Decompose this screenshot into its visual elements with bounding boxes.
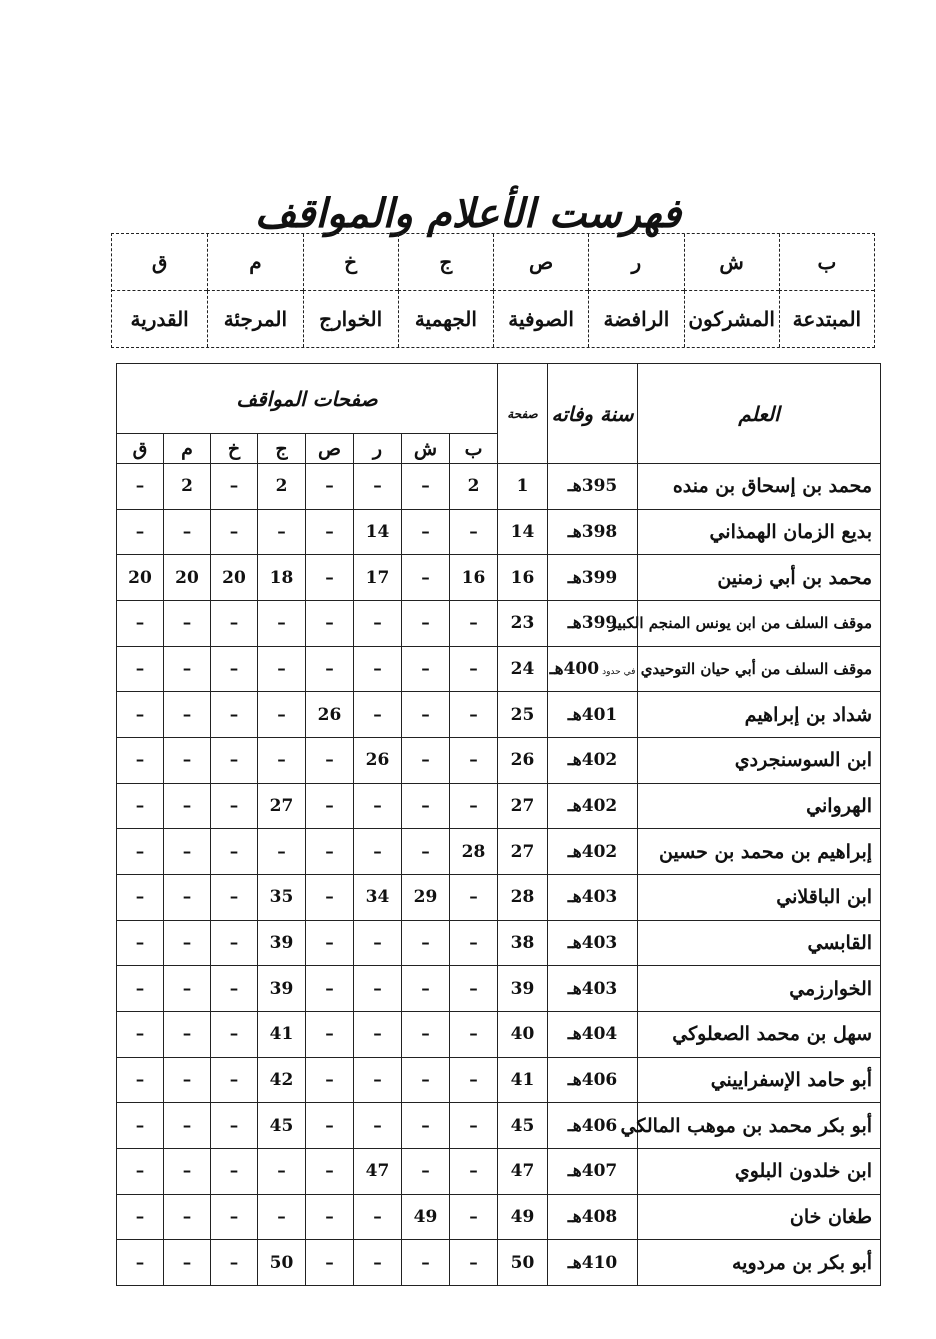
row-name: محمد بن أبي زمنين [638, 555, 881, 601]
row-position-page: – [306, 874, 354, 920]
row-position-page: – [164, 1057, 211, 1103]
row-position-page: – [402, 1011, 450, 1057]
row-year-approx: في حدود [602, 666, 636, 677]
row-name: الهرواني [638, 783, 881, 829]
row-name: موقف السلف من أبي حيان التوحيدي [638, 646, 881, 692]
row-position-page: – [211, 829, 258, 875]
row-position-page: – [450, 920, 498, 966]
row-page: 26 [498, 737, 548, 783]
page-title: فهرست الأعلام والمواقف [254, 190, 682, 237]
row-position-page: – [306, 464, 354, 510]
row-position-page: – [306, 1103, 354, 1149]
row-position-page: – [117, 783, 164, 829]
row-death-year [548, 1240, 638, 1286]
table-row [117, 1194, 881, 1240]
table-row [117, 646, 881, 692]
row-position-page: – [306, 1240, 354, 1286]
row-position-page: – [258, 509, 306, 555]
row-name: بديع الزمان الهمذاني [638, 509, 881, 555]
row-position-page: – [258, 1148, 306, 1194]
row-position-page: – [164, 600, 211, 646]
row-death-year [548, 646, 638, 692]
row-position-page: – [117, 1148, 164, 1194]
row-page: 38 [498, 920, 548, 966]
row-position-page: – [117, 1011, 164, 1057]
row-name: ابن السوسنجردي [638, 737, 881, 783]
row-position-page: – [402, 1057, 450, 1103]
row-position-page: – [450, 1148, 498, 1194]
row-death-year [548, 874, 638, 920]
table-row [117, 966, 881, 1012]
row-page: 39 [498, 966, 548, 1012]
row-year-value: 398هـ [567, 521, 618, 542]
legend-label: الخوارج [303, 291, 398, 348]
row-position-page: – [117, 1103, 164, 1149]
row-position-page: – [450, 1103, 498, 1149]
row-position-page: – [306, 829, 354, 875]
row-name: أبو حامد الإسفراييني [638, 1057, 881, 1103]
row-position-page: 18 [258, 555, 306, 601]
row-year-value: 402هـ [567, 795, 618, 816]
row-position-page: 49 [402, 1194, 450, 1240]
row-position-page: – [164, 1011, 211, 1057]
row-position-page: 2 [258, 464, 306, 510]
row-position-page: – [117, 1240, 164, 1286]
row-position-page: 2 [164, 464, 211, 510]
row-position-page: – [164, 737, 211, 783]
row-position-page: – [211, 1148, 258, 1194]
row-death-year [548, 555, 638, 601]
legend-letter: م [207, 234, 302, 291]
row-position-page: – [402, 737, 450, 783]
row-position-page: – [354, 464, 402, 510]
header-death-year: سنة وفاته [548, 364, 638, 464]
header-positions-pages: صفحات المواقف [117, 364, 498, 434]
row-position-page: 26 [354, 737, 402, 783]
row-year-value: 403هـ [567, 978, 618, 999]
row-position-page: – [306, 1194, 354, 1240]
legend-letter: ش [684, 234, 779, 291]
row-position-page: – [306, 783, 354, 829]
row-position-page: – [354, 920, 402, 966]
row-position-page: – [211, 1011, 258, 1057]
row-position-page: 28 [450, 829, 498, 875]
row-year-value: 404هـ [567, 1024, 618, 1045]
row-year-value: 406هـ [567, 1069, 618, 1090]
row-position-page: – [354, 966, 402, 1012]
row-death-year [548, 1194, 638, 1240]
header-letter: ش [402, 434, 450, 464]
row-year-value: 403هـ [567, 887, 618, 908]
row-position-page: – [164, 509, 211, 555]
legend-table [111, 233, 875, 348]
row-position-page: – [211, 920, 258, 966]
row-position-page: – [117, 600, 164, 646]
row-position-page: – [450, 1240, 498, 1286]
row-death-year [548, 783, 638, 829]
row-position-page: 14 [354, 509, 402, 555]
row-position-page: 26 [306, 692, 354, 738]
row-position-page: – [117, 509, 164, 555]
row-position-page: – [306, 600, 354, 646]
row-position-page: – [402, 829, 450, 875]
row-position-page: 41 [258, 1011, 306, 1057]
row-page: 14 [498, 509, 548, 555]
row-position-page: – [450, 509, 498, 555]
row-year-value: 402هـ [567, 750, 618, 771]
row-position-page: – [211, 1240, 258, 1286]
table-row [117, 464, 881, 510]
legend-letter: ر [588, 234, 683, 291]
row-position-page: – [306, 1011, 354, 1057]
row-page: 23 [498, 600, 548, 646]
row-death-year [548, 1057, 638, 1103]
row-position-page: – [164, 1103, 211, 1149]
legend-letter: ب [779, 234, 874, 291]
row-position-page: – [258, 829, 306, 875]
row-position-page: 17 [354, 555, 402, 601]
row-page: 25 [498, 692, 548, 738]
header-letter: م [164, 434, 211, 464]
row-position-page: – [258, 646, 306, 692]
header-letter: ج [258, 434, 306, 464]
row-position-page: – [306, 555, 354, 601]
row-position-page: – [306, 646, 354, 692]
row-name: سهل بن محمد الصعلوكي [638, 1011, 881, 1057]
row-year-value: 402هـ [567, 841, 618, 862]
row-position-page: – [450, 966, 498, 1012]
table-row [117, 737, 881, 783]
row-position-page: – [164, 1194, 211, 1240]
table-row [117, 829, 881, 875]
header-page: صفحة [498, 364, 548, 464]
row-position-page: – [306, 509, 354, 555]
row-position-page: – [354, 1057, 402, 1103]
table-row [117, 555, 881, 601]
row-position-page: – [354, 1103, 402, 1149]
row-position-page: – [402, 646, 450, 692]
row-position-page: – [450, 692, 498, 738]
legend-label: المشركون [684, 291, 779, 348]
row-name: محمد بن إسحاق بن منده [638, 464, 881, 510]
legend-label: الصوفية [493, 291, 588, 348]
row-position-page: – [354, 1240, 402, 1286]
row-position-page: – [211, 509, 258, 555]
row-position-page: – [211, 600, 258, 646]
row-position-page: 47 [354, 1148, 402, 1194]
row-page: 16 [498, 555, 548, 601]
table-row [117, 600, 881, 646]
row-year-value: 399هـ [567, 613, 618, 634]
row-position-page: – [402, 1103, 450, 1149]
table-row [117, 509, 881, 555]
row-position-page: – [164, 920, 211, 966]
row-position-page: – [354, 783, 402, 829]
row-position-page: – [164, 692, 211, 738]
row-position-page: – [164, 646, 211, 692]
row-position-page: – [450, 874, 498, 920]
legend-letter: ج [398, 234, 493, 291]
row-position-page: – [211, 1103, 258, 1149]
row-page: 27 [498, 829, 548, 875]
row-position-page: – [450, 1057, 498, 1103]
row-position-page: – [306, 966, 354, 1012]
header-letter: خ [211, 434, 258, 464]
row-position-page: – [354, 1194, 402, 1240]
row-death-year [548, 509, 638, 555]
row-position-page: – [402, 600, 450, 646]
row-position-page: 45 [258, 1103, 306, 1149]
row-position-page: – [211, 1194, 258, 1240]
row-name: أبو بكر محمد بن موهب المالكي [638, 1103, 881, 1149]
row-position-page: – [164, 1240, 211, 1286]
table-row [117, 783, 881, 829]
row-position-page: – [354, 829, 402, 875]
row-position-page: – [211, 646, 258, 692]
row-position-page: – [258, 692, 306, 738]
row-position-page: 29 [402, 874, 450, 920]
row-position-page: – [117, 1057, 164, 1103]
legend-label: القدرية [130, 306, 189, 331]
row-name: الخوارزمي [638, 966, 881, 1012]
row-page: 24 [498, 646, 548, 692]
row-year-value: 408هـ [567, 1206, 618, 1227]
table-row [117, 1011, 881, 1057]
row-name: إبراهيم بن محمد بن حسين [638, 829, 881, 875]
row-year-value: 401هـ [567, 704, 618, 725]
header-letter: ص [306, 434, 354, 464]
row-position-page: – [117, 737, 164, 783]
row-position-page: – [117, 1194, 164, 1240]
row-name: موقف السلف من ابن يونس المنجم الكبير [638, 600, 881, 646]
table-row [117, 692, 881, 738]
row-position-page: – [402, 509, 450, 555]
row-position-page: – [402, 966, 450, 1012]
row-position-page: – [306, 920, 354, 966]
row-page: 45 [498, 1103, 548, 1149]
row-position-page: – [450, 1011, 498, 1057]
row-position-page: – [402, 692, 450, 738]
row-position-page: – [354, 646, 402, 692]
legend-letter: ص [493, 234, 588, 291]
row-death-year [548, 920, 638, 966]
row-position-page: – [117, 464, 164, 510]
row-position-page: – [211, 783, 258, 829]
row-name: القابسي [638, 920, 881, 966]
row-position-page: – [306, 1148, 354, 1194]
row-position-page: – [164, 783, 211, 829]
row-page: 49 [498, 1194, 548, 1240]
row-position-page: – [211, 692, 258, 738]
row-page: 47 [498, 1148, 548, 1194]
legend-label: الجهمية [398, 291, 493, 348]
row-position-page: – [211, 464, 258, 510]
table-row [117, 1240, 881, 1286]
row-death-year [548, 829, 638, 875]
row-year-value: 395هـ [567, 476, 618, 497]
row-page: 40 [498, 1011, 548, 1057]
header-letter: ب [450, 434, 498, 464]
row-position-page: 42 [258, 1057, 306, 1103]
row-name: ابن الباقلاني [638, 874, 881, 920]
row-position-page: 39 [258, 966, 306, 1012]
row-page: 1 [498, 464, 548, 510]
row-death-year [548, 1011, 638, 1057]
row-position-page: – [258, 737, 306, 783]
row-position-page: – [258, 600, 306, 646]
row-position-page: – [450, 737, 498, 783]
row-position-page: – [306, 1057, 354, 1103]
row-position-page: – [164, 874, 211, 920]
row-position-page: 16 [450, 555, 498, 601]
row-page: 41 [498, 1057, 548, 1103]
row-position-page: – [402, 1148, 450, 1194]
row-position-page: – [402, 555, 450, 601]
row-position-page: – [354, 692, 402, 738]
row-position-page: 20 [117, 555, 164, 601]
table-row [117, 874, 881, 920]
row-position-page: – [450, 783, 498, 829]
row-position-page: – [211, 737, 258, 783]
row-position-page: 20 [164, 555, 211, 601]
row-position-page: 20 [211, 555, 258, 601]
row-position-page: – [117, 966, 164, 1012]
row-position-page: – [402, 920, 450, 966]
row-position-page: – [117, 920, 164, 966]
row-position-page: – [402, 783, 450, 829]
row-position-page: – [450, 1194, 498, 1240]
row-position-page: – [211, 874, 258, 920]
row-page: 28 [498, 874, 548, 920]
row-position-page: – [211, 966, 258, 1012]
row-position-page: 2 [450, 464, 498, 510]
row-position-page: – [402, 464, 450, 510]
row-position-page: – [211, 1057, 258, 1103]
row-name: شداد بن إبراهيم [638, 692, 881, 738]
row-page: 50 [498, 1240, 548, 1286]
legend-label: المبتدعة [779, 291, 874, 348]
row-year-value: 407هـ [567, 1161, 618, 1182]
row-death-year [548, 692, 638, 738]
index-table [116, 363, 881, 1286]
row-death-year [548, 737, 638, 783]
row-position-page: – [164, 829, 211, 875]
header-name: العلم [638, 364, 881, 464]
legend-label: المرجئة [207, 291, 302, 348]
row-position-page: 35 [258, 874, 306, 920]
row-year-value: 400هـ [549, 658, 600, 679]
row-position-page: – [164, 966, 211, 1012]
table-row [117, 1057, 881, 1103]
row-position-page: 39 [258, 920, 306, 966]
row-death-year [548, 966, 638, 1012]
legend-label: الرافضة [588, 291, 683, 348]
legend-letter: ق [112, 234, 207, 291]
row-position-page: – [402, 1240, 450, 1286]
row-position-page: 27 [258, 783, 306, 829]
row-death-year [548, 1148, 638, 1194]
row-position-page: – [117, 829, 164, 875]
row-page: 27 [498, 783, 548, 829]
row-position-page: – [117, 646, 164, 692]
row-position-page: – [354, 1011, 402, 1057]
header-letter: ر [354, 434, 402, 464]
header-letter: ق [117, 434, 164, 464]
row-position-page: – [164, 1148, 211, 1194]
row-position-page: – [306, 737, 354, 783]
row-name: ابن خلدون البلوي [638, 1148, 881, 1194]
legend-letter: خ [303, 234, 398, 291]
row-name: أبو بكر بن مردويه [638, 1240, 881, 1286]
row-year-value: 410هـ [567, 1252, 618, 1273]
row-position-page: – [117, 874, 164, 920]
table-row [117, 1103, 881, 1149]
row-position-page: – [450, 600, 498, 646]
row-death-year [548, 464, 638, 510]
row-position-page: – [258, 1194, 306, 1240]
row-year-value: 399هـ [567, 567, 618, 588]
row-position-page: – [450, 646, 498, 692]
row-year-value: 406هـ [567, 1115, 618, 1136]
row-position-page: 50 [258, 1240, 306, 1286]
table-row [117, 920, 881, 966]
table-row [117, 1148, 881, 1194]
row-position-page: 34 [354, 874, 402, 920]
row-year-value: 403هـ [567, 932, 618, 953]
row-position-page: – [354, 600, 402, 646]
row-name: طغان خان [638, 1194, 881, 1240]
row-position-page: – [117, 692, 164, 738]
